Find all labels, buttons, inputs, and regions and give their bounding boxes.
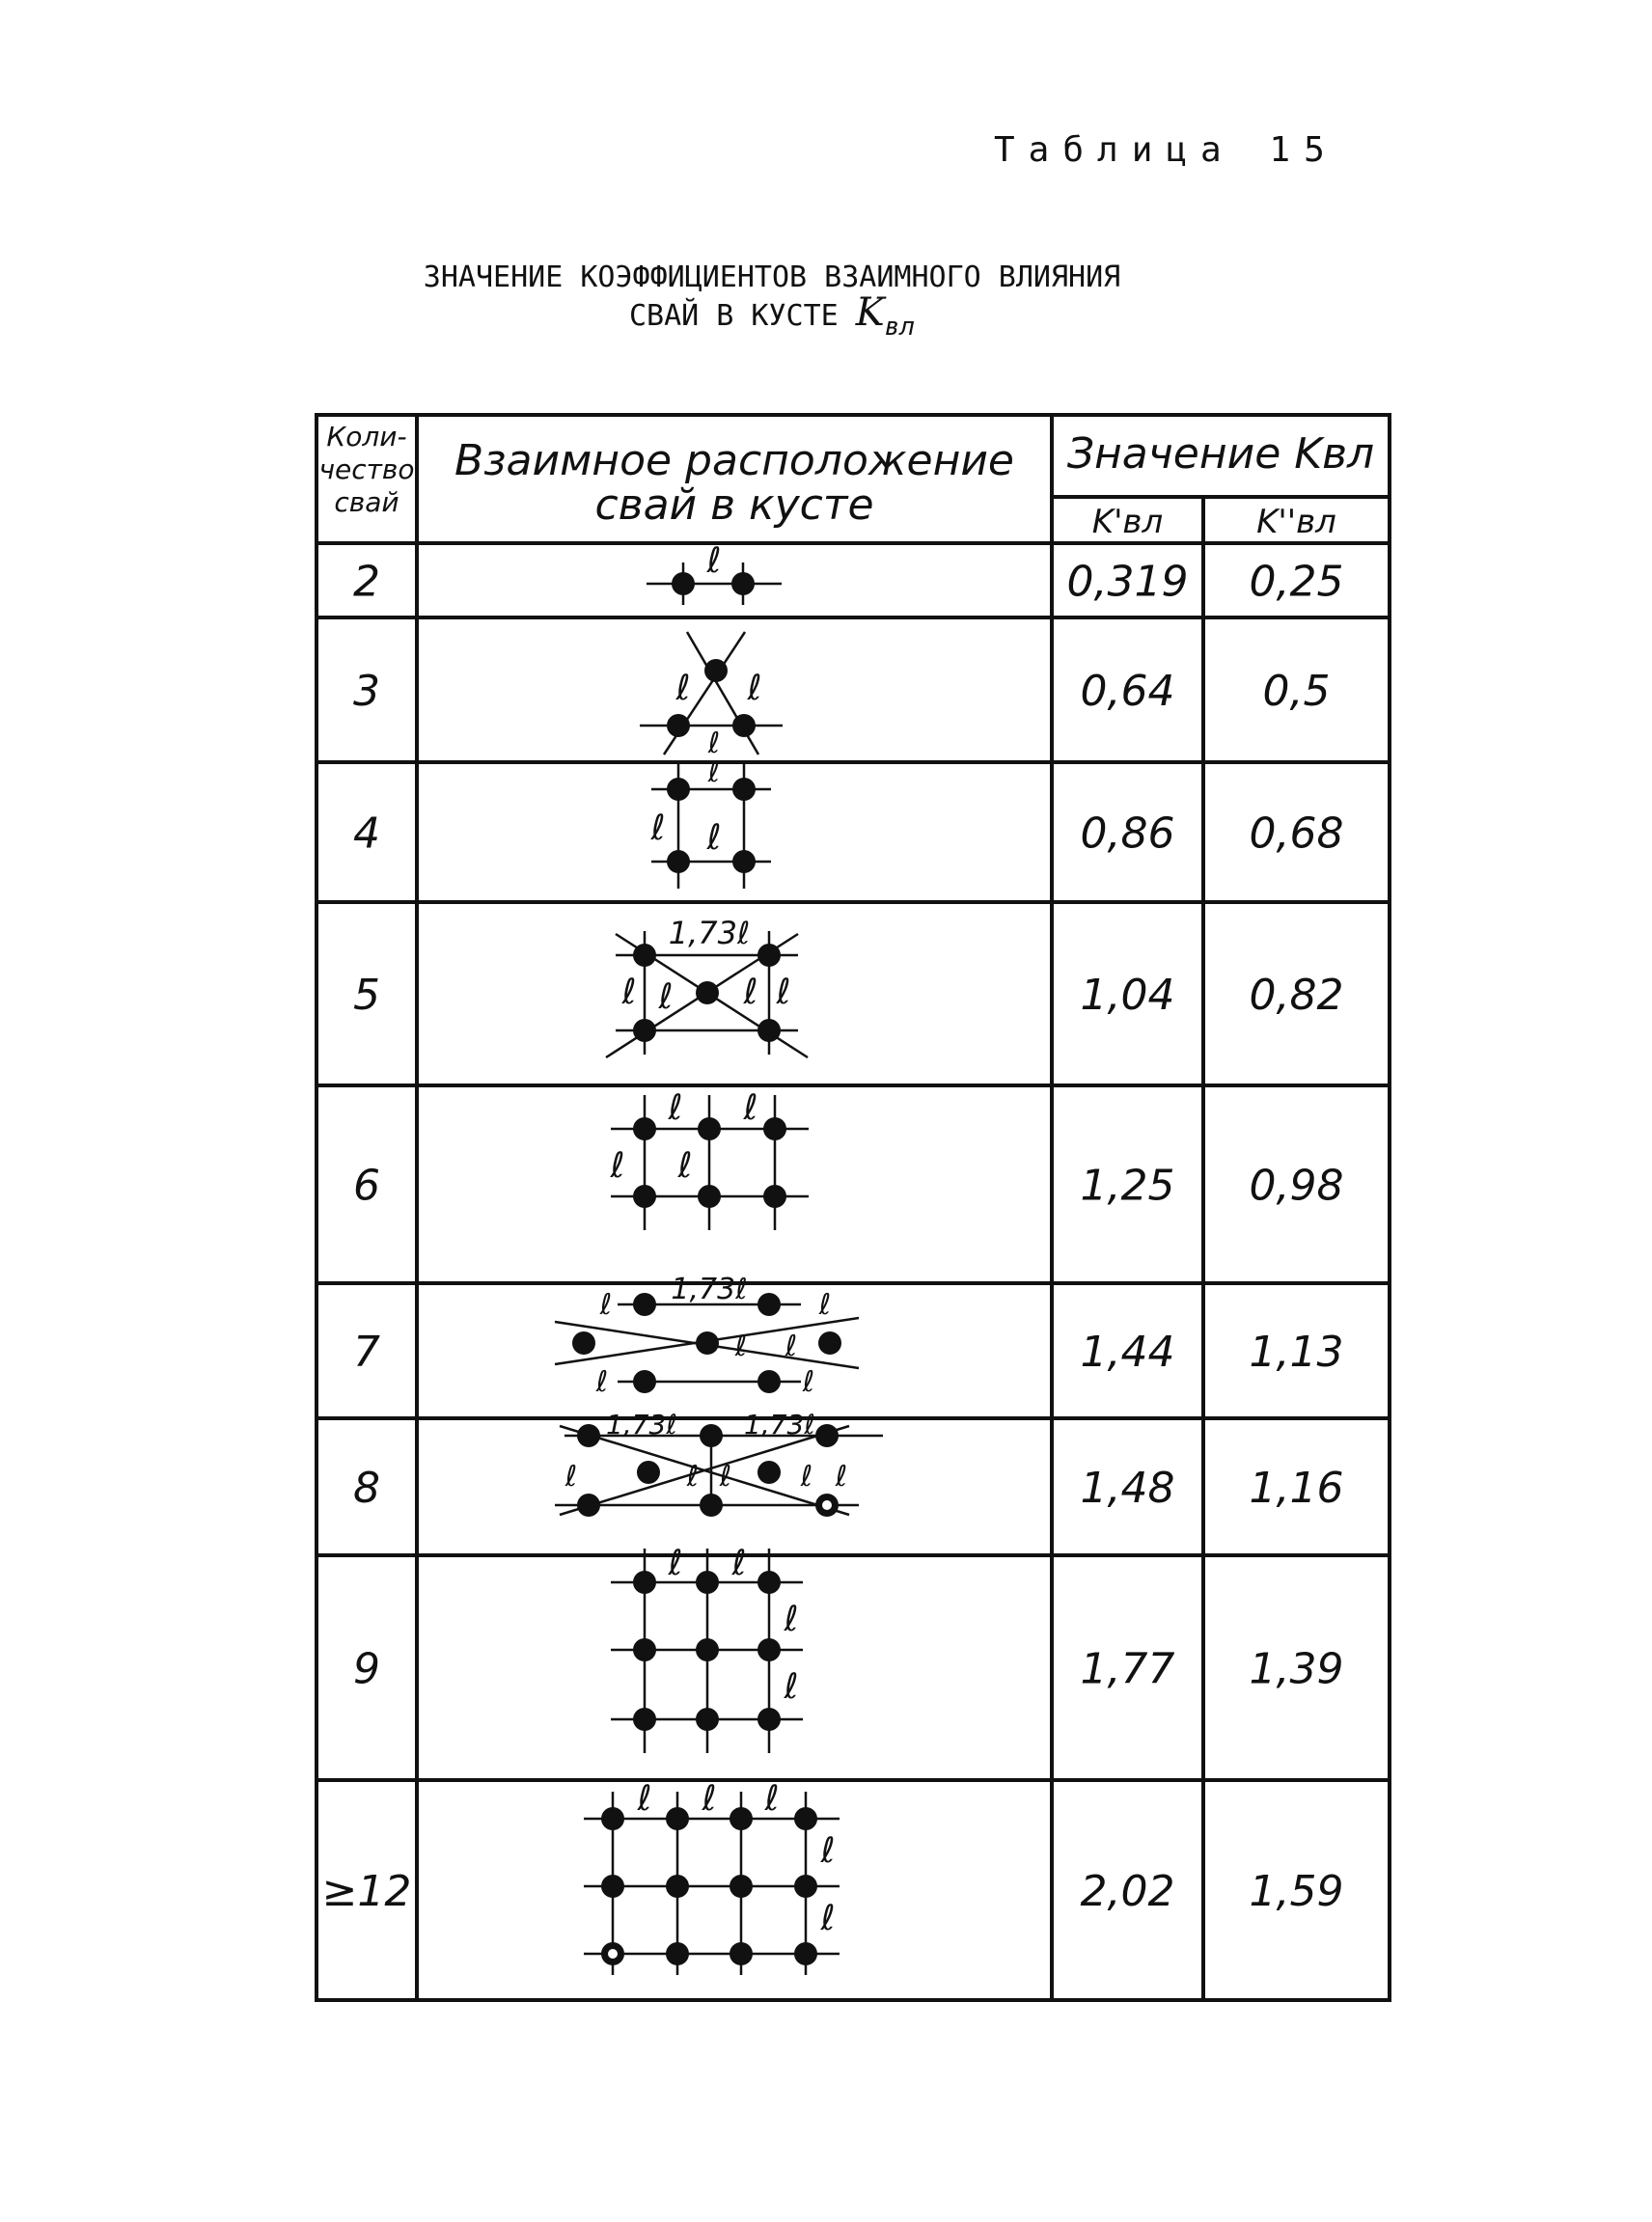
spacing-label: 1,73ℓ (744, 1409, 815, 1440)
pile-dot (633, 1293, 656, 1316)
pile-dot (731, 572, 755, 595)
spacing-label: ℓ (621, 973, 637, 1012)
pile-dot (763, 1117, 786, 1140)
table-label: Таблица 15 (994, 130, 1338, 170)
pile-dot (696, 981, 719, 1004)
row-pile-count: 6 (353, 1161, 380, 1211)
header-arrangement-label: Взаимное расположение (454, 436, 1015, 485)
header-arrangement-label: свай в кусте (594, 480, 874, 530)
diagram-4-piles (650, 755, 771, 889)
pile-dot (667, 778, 690, 801)
pile-dot (672, 572, 695, 595)
pile-dot (757, 944, 781, 967)
spacing-label: ℓ (658, 977, 674, 1017)
table-border (317, 415, 1390, 2000)
spacing-label: ℓ (707, 755, 721, 789)
header-value-label: Значение Kвл (1066, 429, 1375, 479)
header-count-label: Коли- (326, 421, 407, 453)
spacing-label: ℓ (637, 1779, 652, 1819)
pile-dot (666, 1807, 689, 1830)
spacing-label: ℓ (610, 1146, 625, 1186)
pile-dot (601, 1875, 624, 1898)
row-k2-value: 0,82 (1249, 971, 1344, 1020)
pile-dot (577, 1494, 600, 1517)
spacing-label: ℓ (747, 669, 762, 708)
row-k2-value: 1,59 (1249, 1867, 1344, 1916)
spacing-label: ℓ (668, 1088, 683, 1128)
pile-dot (696, 1638, 719, 1661)
table-title-text: СВАЙ В КУСТЕ (628, 299, 839, 333)
row-pile-count: 9 (353, 1644, 380, 1694)
spacing-label: ℓ (743, 973, 758, 1012)
pile-dot (633, 1117, 656, 1140)
spacing-label: 1,73ℓ (668, 915, 751, 951)
diagram-12-piles (584, 1779, 840, 1975)
pile-dot (698, 1117, 721, 1140)
row-k2-value: 0,5 (1262, 667, 1331, 716)
row-pile-count: 7 (353, 1328, 380, 1377)
spacing-label: ℓ (719, 1460, 732, 1494)
pile-dot (730, 1875, 753, 1898)
row-k1-value: 0,319 (1066, 557, 1189, 607)
spacing-label: ℓ (820, 1899, 836, 1938)
pile-dot (666, 1875, 689, 1898)
spacing-label: ℓ (675, 669, 691, 708)
pile-dot (763, 1185, 786, 1208)
pile-dot (572, 1331, 595, 1355)
pile-dot (730, 1942, 753, 1965)
header-count-label: чество (318, 453, 415, 485)
pile-dot (633, 1185, 656, 1208)
spacing-label: ℓ (743, 1088, 758, 1128)
row-k2-value: 0,25 (1249, 557, 1344, 607)
pile-dot (730, 1807, 753, 1830)
spacing-label: ℓ (731, 1544, 747, 1583)
pile-dot (667, 850, 690, 873)
pile-dot (698, 1185, 721, 1208)
pile-dot (601, 1807, 624, 1830)
pile-dot (732, 850, 756, 873)
row-k1-value: 1,04 (1080, 971, 1175, 1020)
header-k2-label: K''вл (1256, 503, 1336, 541)
diagram-7-piles (555, 1273, 859, 1399)
diagram-3-piles (640, 632, 783, 760)
pile-dot (633, 1571, 656, 1594)
pile-dot (696, 1708, 719, 1731)
row-pile-count: 5 (353, 971, 380, 1020)
spacing-label: ℓ (686, 1460, 700, 1494)
spacing-label: ℓ (776, 973, 791, 1012)
pile-dot (637, 1461, 660, 1484)
pile-dot (757, 1293, 781, 1316)
pile-dot (700, 1494, 723, 1517)
pile-dot (757, 1708, 781, 1731)
diagram-6-piles (610, 1088, 809, 1230)
pile-dot (818, 1331, 841, 1355)
spacing-label: ℓ (820, 1831, 836, 1871)
row-pile-count: ≥12 (321, 1867, 412, 1916)
pile-dot (757, 1638, 781, 1661)
spacing-label: ℓ (706, 541, 722, 581)
diagram-2-piles (647, 541, 782, 605)
spacing-label: ℓ (668, 1544, 683, 1583)
row-k1-value: 1,48 (1080, 1464, 1175, 1513)
pile-dot (667, 714, 690, 737)
pile-dot (757, 1370, 781, 1393)
row-pile-count: 2 (353, 557, 380, 607)
row-k1-value: 1,44 (1080, 1328, 1175, 1377)
spacing-label: ℓ (650, 809, 666, 848)
pile-dot (815, 1424, 839, 1447)
header-k1-label: K'вл (1091, 503, 1164, 541)
pile-dot (696, 1331, 719, 1355)
spacing-label: ℓ (564, 1460, 578, 1494)
spacing-label: 1,73ℓ (606, 1409, 677, 1440)
pile-dot (633, 1638, 656, 1661)
pile-dot (794, 1942, 817, 1965)
row-k1-value: 1,77 (1080, 1644, 1175, 1694)
coefficient-symbol: K (855, 290, 885, 335)
spacing-label: ℓ (802, 1365, 815, 1399)
row-pile-count: 8 (353, 1464, 380, 1513)
row-k1-value: 1,25 (1080, 1161, 1175, 1211)
pile-dot (757, 1571, 781, 1594)
diagram-8-piles (555, 1409, 883, 1517)
pile-dot (633, 944, 656, 967)
pile-dot (577, 1424, 600, 1447)
spacing-label: ℓ (706, 818, 722, 858)
diagram-9-piles (611, 1544, 803, 1753)
spacing-label: ℓ (734, 1330, 748, 1363)
header-count-label: свай (334, 486, 399, 518)
pile-dot (732, 714, 756, 737)
spacing-label: ℓ (818, 1288, 832, 1322)
spacing-label: ℓ (784, 1667, 799, 1707)
pile-dot (704, 659, 728, 682)
spacing-label: ℓ (702, 1779, 717, 1819)
table-title-line1: ЗНАЧЕНИЕ КОЭФФИЦИЕНТОВ ВЗАИМНОГО ВЛИЯНИЯ (423, 261, 1121, 294)
coefficient-subscript: вл (884, 313, 915, 342)
pile-dot (757, 1461, 781, 1484)
pile-dot (666, 1942, 689, 1965)
pile-dot (794, 1807, 817, 1830)
spacing-label: ℓ (677, 1146, 693, 1186)
pile-dot (794, 1875, 817, 1898)
spacing-label: ℓ (599, 1288, 613, 1322)
row-k1-value: 0,64 (1080, 667, 1175, 716)
spacing-label: ℓ (800, 1460, 813, 1494)
row-k2-value: 0,68 (1249, 809, 1344, 859)
diagram-5-piles (606, 915, 808, 1057)
pile-dot (732, 778, 756, 801)
row-pile-count: 3 (353, 667, 380, 716)
spacing-label: ℓ (784, 1600, 799, 1639)
pile-dot (822, 1500, 832, 1510)
spacing-label: ℓ (764, 1779, 780, 1819)
pile-dot (700, 1424, 723, 1447)
row-k2-value: 1,13 (1249, 1328, 1344, 1377)
spacing-label: ℓ (595, 1365, 609, 1399)
row-k1-value: 0,86 (1080, 809, 1175, 859)
pile-dot (633, 1019, 656, 1042)
row-pile-count: 4 (353, 809, 380, 859)
pile-dot (608, 1949, 618, 1959)
spacing-label: ℓ (835, 1460, 848, 1494)
spacing-label: ℓ (785, 1330, 798, 1363)
row-k2-value: 1,39 (1249, 1644, 1344, 1694)
spacing-label: ℓ (707, 727, 721, 760)
pile-dot (633, 1708, 656, 1731)
pile-dot (696, 1571, 719, 1594)
spacing-label: 1,73ℓ (671, 1273, 748, 1306)
pile-dot (757, 1019, 781, 1042)
row-k2-value: 1,16 (1249, 1464, 1344, 1513)
row-k1-value: 2,02 (1080, 1867, 1175, 1916)
pile-dot (633, 1370, 656, 1393)
row-k2-value: 0,98 (1249, 1161, 1344, 1211)
